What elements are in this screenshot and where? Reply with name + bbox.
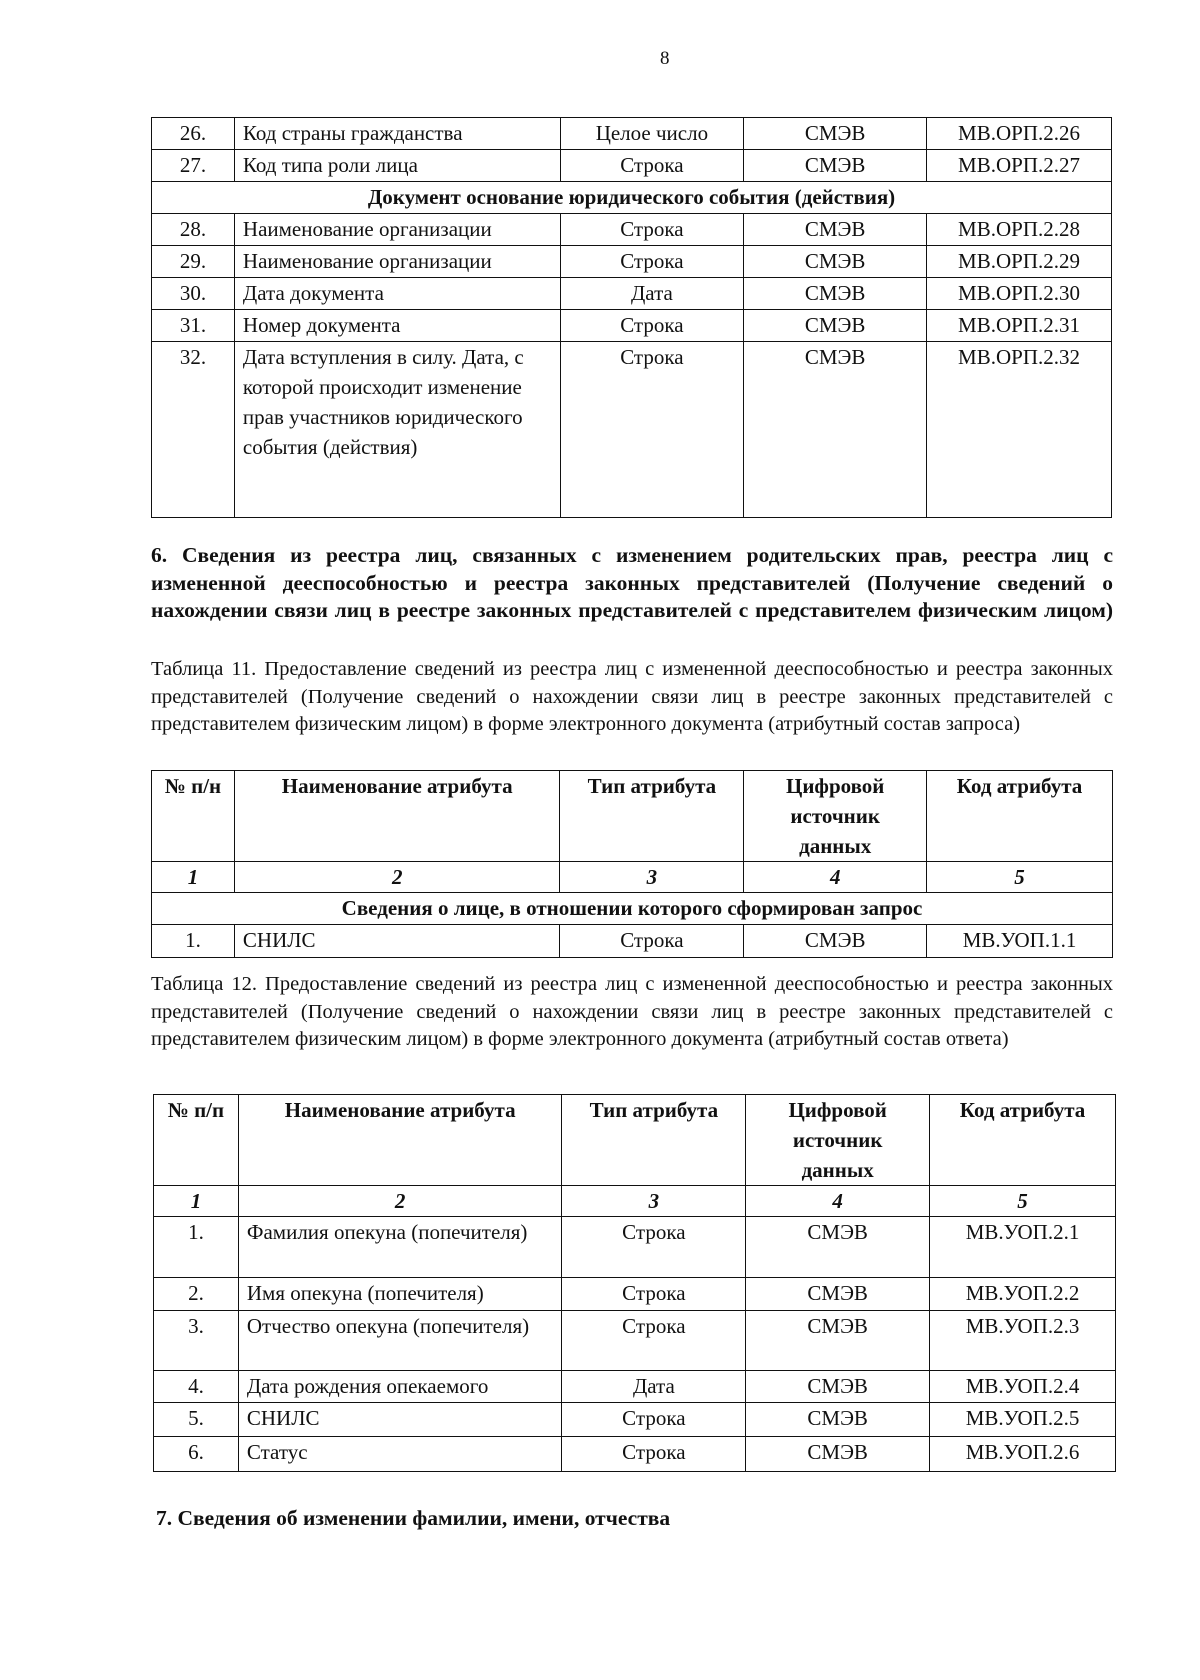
table-row — [154, 1311, 1116, 1371]
table-row — [154, 1278, 1116, 1311]
table-cell: СНИЛС — [234, 925, 560, 958]
section-6-heading: 6. Сведения из реестра лиц, связанных с изменением родительских прав, реестра лиц с измененной дееспособностью и реестра законных представителей (Получение сведений о нахождении связи лиц в реестре законных представителей с представителем физическим лицом) — [151, 543, 1113, 622]
table-cell: Фамилия опекуна (попечителя) — [238, 1217, 562, 1278]
table-cell: СМЭВ — [746, 1217, 930, 1278]
table-row — [152, 310, 1112, 342]
page-number: 8 — [660, 48, 670, 69]
table-cell: СМЭВ — [744, 278, 927, 310]
table-cell: СМЭВ — [744, 150, 927, 182]
table-cell: Дата — [560, 278, 744, 310]
table-11 — [151, 770, 1113, 958]
table-cell: СМЭВ — [746, 1403, 930, 1437]
table-12-caption: Таблица 12. Предоставление сведений из реестра лиц с измененной дееспособностью и реестра законных представителей (Получение сведений о нахождении связи лиц в реестре законных представителей с представителем физическим лицом) в форме электронного документа (атрибутный состав ответа) — [151, 973, 1113, 1050]
table-cell: 28. — [152, 214, 235, 246]
table-cell: Строка — [562, 1437, 746, 1472]
table-cell: Наименование атрибута — [238, 1095, 562, 1186]
table-row — [152, 278, 1112, 310]
column-number-row — [152, 862, 1113, 893]
table-cell: 5 — [930, 1186, 1116, 1217]
header-row — [154, 1095, 1116, 1186]
table-cell: 4 — [746, 1186, 930, 1217]
table-cell: 30. — [152, 278, 235, 310]
column-number-row — [154, 1186, 1116, 1217]
table-cell: 6. — [154, 1437, 239, 1472]
table-cell: 29. — [152, 246, 235, 278]
table-cell: Строка — [560, 342, 744, 518]
table-cell: Цифровой источник данных — [744, 771, 927, 862]
table-cell: 3 — [562, 1186, 746, 1217]
table-cell: Строка — [560, 214, 744, 246]
table-cell: СНИЛС — [238, 1403, 562, 1437]
table-cell: Дата вступления в силу. Дата, с которой происходит изменение прав участников юридического события (действия) — [234, 342, 560, 518]
table-cell: СМЭВ — [744, 118, 927, 150]
table-cell: 27. — [152, 150, 235, 182]
table-cell: 32. — [152, 342, 235, 518]
table-cell: Сведения о лице, в отношении которого сформирован запрос — [152, 893, 1113, 925]
table-cell: СМЭВ — [744, 214, 927, 246]
header-row — [152, 771, 1113, 862]
table-cell: Строка — [562, 1278, 746, 1311]
table-cell: 1 — [154, 1186, 239, 1217]
table-cell: 1. — [154, 1217, 239, 1278]
table-cell: МВ.ОРП.2.26 — [927, 118, 1112, 150]
table-cell: Строка — [560, 246, 744, 278]
table-10-continuation — [151, 117, 1112, 518]
table-cell: МВ.ОРП.2.27 — [927, 150, 1112, 182]
table-cell: 4. — [154, 1371, 239, 1403]
table-cell: МВ.УОП.2.3 — [930, 1311, 1116, 1371]
table-cell: 3. — [154, 1311, 239, 1371]
table-11-caption: Таблица 11. Предоставление сведений из реестра лиц с измененной дееспособностью и реестра законных представителей (Получение сведений о нахождении связи лиц в реестре законных представителей с представителем физическим лицом) в форме электронного документа (атрибутный состав запроса) — [151, 658, 1113, 735]
table-cell: СМЭВ — [746, 1437, 930, 1472]
table-row — [154, 1403, 1116, 1437]
table-cell: Наименование атрибута — [234, 771, 560, 862]
table-cell: МВ.ОРП.2.30 — [927, 278, 1112, 310]
table-cell: Строка — [560, 310, 744, 342]
table-cell: СМЭВ — [744, 925, 927, 958]
table-row — [152, 246, 1112, 278]
table-cell: 26. — [152, 118, 235, 150]
table-cell: Код типа роли лица — [234, 150, 560, 182]
table-cell: СМЭВ — [746, 1371, 930, 1403]
table-cell: 31. — [152, 310, 235, 342]
table-cell: Наименование организации — [234, 214, 560, 246]
table-row — [152, 118, 1112, 150]
table-cell: Дата — [562, 1371, 746, 1403]
table-cell: Строка — [562, 1311, 746, 1371]
table-cell: Имя опекуна (попечителя) — [238, 1278, 562, 1311]
table-cell: Строка — [560, 150, 744, 182]
table-row — [154, 1371, 1116, 1403]
table-cell: Строка — [560, 925, 744, 958]
table-cell: 5. — [154, 1403, 239, 1437]
table-cell: 1. — [152, 925, 235, 958]
table-cell: МВ.ОРП.2.28 — [927, 214, 1112, 246]
table-cell: Документ основание юридического события (действия) — [152, 182, 1112, 214]
section-row — [152, 893, 1113, 925]
table-12 — [153, 1094, 1116, 1472]
table-cell: СМЭВ — [744, 310, 927, 342]
table-cell: МВ.УОП.2.4 — [930, 1371, 1116, 1403]
table-cell: Номер документа — [234, 310, 560, 342]
table-cell: МВ.ОРП.2.29 — [927, 246, 1112, 278]
table-cell: СМЭВ — [744, 246, 927, 278]
table-cell: Цифровой источник данных — [746, 1095, 930, 1186]
table-cell: СМЭВ — [746, 1278, 930, 1311]
table-cell: МВ.УОП.2.2 — [930, 1278, 1116, 1311]
table-cell: Код атрибута — [927, 771, 1113, 862]
table-cell: № п/п — [154, 1095, 239, 1186]
table-cell: МВ.ОРП.2.31 — [927, 310, 1112, 342]
table-cell: Дата рождения опекаемого — [238, 1371, 562, 1403]
table-cell: Наименование организации — [234, 246, 560, 278]
table-row — [154, 1217, 1116, 1278]
table-cell: 2 — [234, 862, 560, 893]
section-row — [152, 182, 1112, 214]
table-cell: Код страны гражданства — [234, 118, 560, 150]
table-cell: Код атрибута — [930, 1095, 1116, 1186]
table-row — [152, 925, 1113, 958]
table-cell: 2 — [238, 1186, 562, 1217]
table-row — [152, 214, 1112, 246]
table-cell: МВ.УОП.2.5 — [930, 1403, 1116, 1437]
table-cell: Статус — [238, 1437, 562, 1472]
table-cell: 5 — [927, 862, 1113, 893]
table-cell: Тип атрибута — [560, 771, 744, 862]
table-cell: 2. — [154, 1278, 239, 1311]
section-7-heading: 7. Сведения об изменении фамилии, имени, отчества — [156, 1506, 671, 1530]
table-cell: Дата документа — [234, 278, 560, 310]
table-cell: 3 — [560, 862, 744, 893]
table-row — [154, 1437, 1116, 1472]
table-cell: № п/н — [152, 771, 235, 862]
table-cell: Отчество опекуна (попечителя) — [238, 1311, 562, 1371]
table-cell: МВ.УОП.2.1 — [930, 1217, 1116, 1278]
table-cell: МВ.УОП.1.1 — [927, 925, 1113, 958]
table-row — [152, 342, 1112, 518]
table-cell: Строка — [562, 1217, 746, 1278]
table-cell: 4 — [744, 862, 927, 893]
table-cell: МВ.ОРП.2.32 — [927, 342, 1112, 518]
table-row — [152, 150, 1112, 182]
table-cell: Строка — [562, 1403, 746, 1437]
table-cell: 1 — [152, 862, 235, 893]
table-cell: Целое число — [560, 118, 744, 150]
table-cell: СМЭВ — [746, 1311, 930, 1371]
table-cell: СМЭВ — [744, 342, 927, 518]
table-cell: Тип атрибута — [562, 1095, 746, 1186]
table-cell: МВ.УОП.2.6 — [930, 1437, 1116, 1472]
